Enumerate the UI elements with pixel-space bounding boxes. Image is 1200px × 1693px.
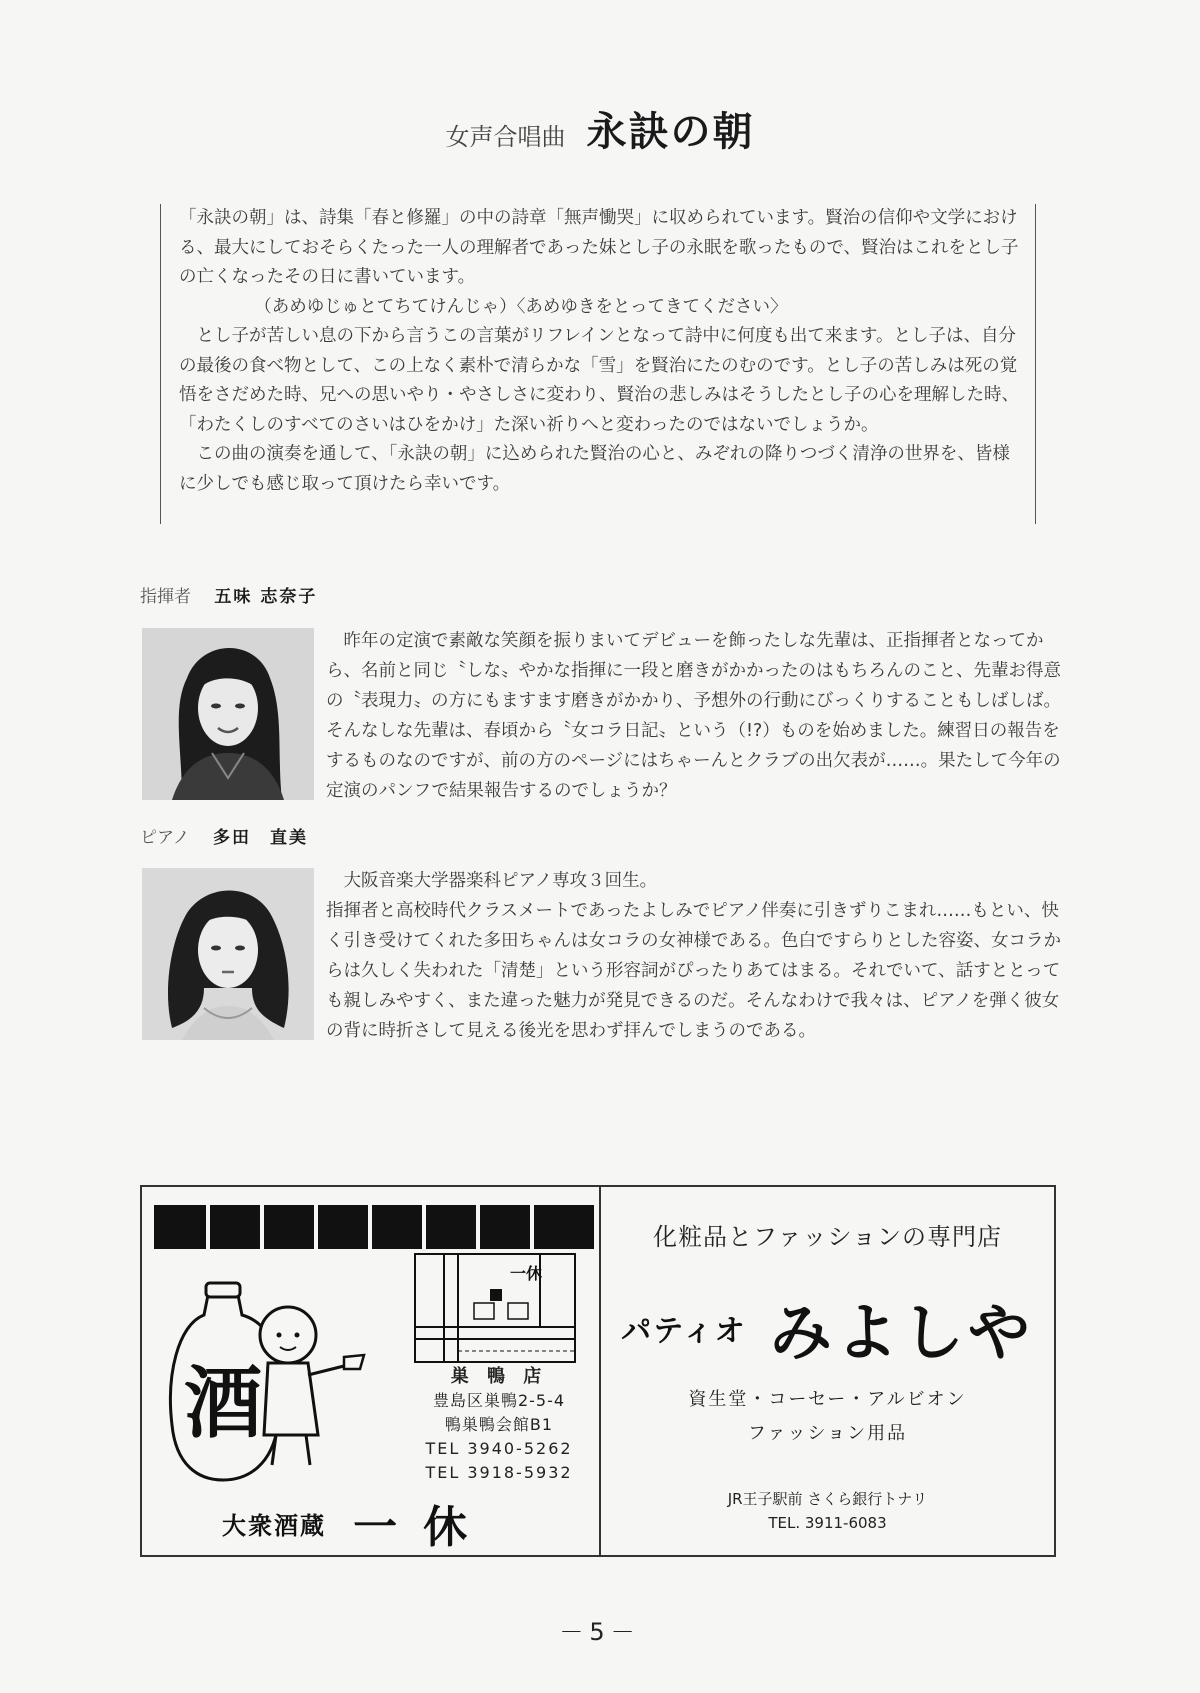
intro-paragraph-2: とし子が苦しい息の下から言うこの言葉がリフレインとなって詩中に何度も出て来ます。とし子は、自分の最後の食べ物として、この上なく素朴で清らかな「雪」を賢治にたのむのです。とし子の苦しみは死の覚悟をさだめた時、兄への思いやり・やさしさに変わり、賢治の悲しみはそうしたとし子の心を理解した時、「わたくしのすべてのさいはひをかけ」た深い祈りへと変わったのではないでしょうか。 (179, 326, 1019, 435)
miyoshiya-items-2: ファッション用品 (747, 1423, 908, 1444)
pianist-bio-text: 指揮者と高校時代クラスメートであったよしみでピアノ伴奏に引きずりこまれ……もとい、快く引き受けてくれた多田ちゃんは女コラの女神様である。色白ですらりとした容姿、女コラからは久しく失われた「清楚」という形容詞がぴったりあてはまる。それでいて、話すととっても親しみやすく、また違った魅力が発見できるのだ。そんなわけで我々は、ピアノを弾く彼女の背に時折さして見える後光を思わず拝んでしまうのである。 (326, 901, 1061, 1041)
miyoshiya-items-1: 資生堂・コーセー・アルビオン (688, 1389, 967, 1410)
pianist-photo (142, 868, 314, 1040)
miyoshiya-tel: TEL. 3911-6083 (768, 1514, 887, 1532)
noren-curtain (154, 1205, 594, 1249)
conductor-name: 五味 志奈子 (214, 587, 318, 607)
shop-map (414, 1253, 576, 1363)
map-label: 一休 (510, 1264, 543, 1283)
ikkyu-shop-info (404, 1365, 594, 1485)
page-number: －5－ (559, 1618, 641, 1646)
pianist-heading (140, 823, 308, 848)
conductor-photo (142, 628, 314, 800)
miyoshiya-contact (601, 1487, 1054, 1535)
title-subtitle: 女声合唱曲 (445, 123, 566, 151)
ikkyu-name: 一休 (353, 1502, 494, 1553)
ikkyu-tel-1: TEL 3940-5262 (425, 1439, 573, 1458)
ikkyu-logo (222, 1491, 493, 1555)
title-main: 永訣の朝 (586, 109, 755, 155)
ikkyu-branch: 巣 鴨 店 (450, 1366, 548, 1387)
ikkyu-address-2: 鴨巣鴨会館B1 (444, 1415, 554, 1434)
miyoshiya-logo (601, 1283, 1054, 1372)
intro-paragraph-3: この曲の演奏を通して、「永訣の朝」に込められた賢治の心と、みぞれの降りつづく清浄の世界を、皆様に少しでも感じ取って頂けたら幸いです。 (179, 444, 1010, 494)
ikkyu-category: 大衆酒蔵 (222, 1510, 326, 1540)
pianist-bio-line-1: 大阪音楽大学器楽科ピアノ専攻３回生。 (343, 871, 658, 891)
conductor-bio-text: 昨年の定演で素敵な笑顔を振りまいてデビューを飾ったしな先輩は、正指揮者となってから、名前と同じ〝しな〟やかな指揮に一段と磨きがかかったのはもちろんのこと、先輩お得意の〝表現力〟の方にもますます磨きがかかり、予想外の行動にびっくりすることもしばしば。そんなしな先輩は、春頃から〝女コラ日記〟という（!?）ものを始めました。練習日の報告をするものなのですが、前の方のページにはちゃーんとクラブの出欠表が……。果たして今年の定演のパンフで結果報告するのでしょうか？ (326, 631, 1061, 801)
conductor-bio (326, 626, 1062, 806)
advertisement-box (140, 1185, 1056, 1557)
ikkyu-tel-2: TEL 3918-5932 (425, 1463, 573, 1482)
miyoshiya-items (601, 1383, 1054, 1451)
ikkyu-address-1: 豊島区巣鴨2-5-4 (432, 1391, 566, 1410)
miyoshiya-slogan: 化粧品とファッションの専門店 (652, 1223, 1003, 1251)
pianist-bio (326, 866, 1062, 1046)
intro-paragraph-1: 「永訣の朝」は、詩集「春と修羅」の中の詩章「無声慟哭」に収められています。賢治の信仰や文学における、最大にしておそらくたった一人の理解者であった妹とし子の永眠を歌ったもので、賢治はこれをとし子の亡くなったその日に書いています。 (179, 208, 1019, 287)
ad-miyoshiya (601, 1187, 1054, 1555)
miyoshiya-name: みよしや (769, 1296, 1034, 1369)
page-title (0, 100, 1200, 157)
miyoshiya-prefix: パティオ (621, 1313, 747, 1349)
ad-ikkyu (142, 1187, 599, 1555)
intro-quote: （あめゆじゅとてちてけんじゃ）〈あめゆきをとってきてください〉 (254, 296, 788, 317)
conductor-role: 指揮者 (140, 587, 191, 607)
sake-char: 酒 (183, 1358, 263, 1449)
pianist-name: 多田 直美 (213, 828, 309, 848)
intro-text-box (160, 204, 1036, 524)
conductor-heading (140, 582, 317, 607)
miyoshiya-address: JR王子駅前 さくら銀行トナリ (727, 1490, 928, 1508)
pianist-role: ピアノ (140, 828, 190, 848)
monk-mascot-icon (168, 1265, 368, 1485)
